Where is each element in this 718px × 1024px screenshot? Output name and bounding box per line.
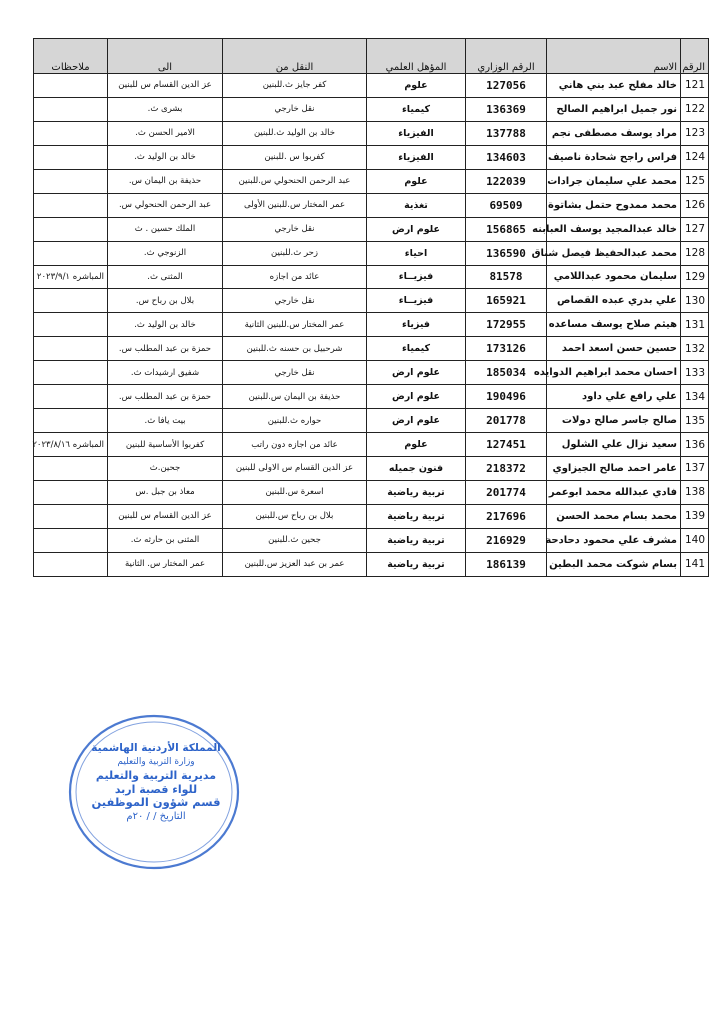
transfer-to-cell: الملك حسين . ث	[108, 217, 223, 241]
transfer-from-cell: عائد من اجازه	[223, 265, 367, 289]
employee-name-cell: مشرف علي محمود دحادحة	[547, 528, 681, 552]
notes-cell	[34, 193, 108, 217]
table-row	[34, 169, 709, 193]
header-num: الرقم	[681, 39, 709, 74]
table-row	[34, 265, 709, 289]
row-number-cell: 135	[681, 409, 709, 433]
row-number-cell: 138	[681, 480, 709, 504]
notes-cell	[34, 289, 108, 313]
transfer-from-cell: نقل خارجي	[223, 289, 367, 313]
header-notes: ملاحظات	[34, 39, 108, 74]
notes-cell	[34, 313, 108, 337]
employee-name-cell: محمد عبدالحفيظ فيصل شناق	[547, 241, 681, 265]
employee-name-cell: خالد عبدالمجيد يوسف العبابنه	[547, 217, 681, 241]
qualification-cell: تربية رياضية	[367, 528, 466, 552]
qualification-cell: كيمياء	[367, 97, 466, 121]
row-number-cell: 128	[681, 241, 709, 265]
ministry-number-cell: 173126	[466, 337, 547, 361]
notes-cell	[34, 241, 108, 265]
qualification-cell: علوم ارض	[367, 361, 466, 385]
row-number-cell: 131	[681, 313, 709, 337]
employee-name-cell: حسين حسن اسعد احمد	[547, 337, 681, 361]
row-number-cell: 127	[681, 217, 709, 241]
transfer-to-cell: جحين.ث	[108, 457, 223, 481]
table-row	[34, 552, 709, 576]
notes-cell	[34, 504, 108, 528]
qualification-cell: فيزيــاء	[367, 265, 466, 289]
row-number-cell: 140	[681, 528, 709, 552]
table-row	[34, 217, 709, 241]
table-row	[34, 433, 709, 457]
transfer-to-cell: معاذ بن جبل .س	[108, 480, 223, 504]
employee-name-cell: صالح جاسر صالح دولات	[547, 409, 681, 433]
row-number-cell: 137	[681, 457, 709, 481]
notes-cell	[34, 480, 108, 504]
transfer-to-cell: عبد الرحمن الحنحولي س.	[108, 193, 223, 217]
ministry-number-cell: 156865	[466, 217, 547, 241]
ministry-number-cell: 127056	[466, 74, 547, 98]
notes-cell: المباشره ٢٠٢٣/٨/١٦	[34, 433, 108, 457]
row-number-cell: 125	[681, 169, 709, 193]
table-row	[34, 145, 709, 169]
transfer-from-cell: حواره ث.للبنين	[223, 409, 367, 433]
table-row	[34, 480, 709, 504]
qualification-cell: الفيزياء	[367, 121, 466, 145]
transfer-from-cell: كفربوا س .للبنين	[223, 145, 367, 169]
notes-cell	[34, 409, 108, 433]
employee-name-cell: احسان محمد ابراهيم الدوايده	[547, 361, 681, 385]
table-row	[34, 385, 709, 409]
row-number-cell: 132	[681, 337, 709, 361]
transfer-from-cell: عز الدين القسام س الاولى للبنين	[223, 457, 367, 481]
qualification-cell: الفيزياء	[367, 145, 466, 169]
row-number-cell: 124	[681, 145, 709, 169]
employee-name-cell: عامر احمد صالح الجيزاوي	[547, 457, 681, 481]
row-number-cell: 121	[681, 74, 709, 98]
row-number-cell: 129	[681, 265, 709, 289]
stamp-line-date: التاريخ / / ٢٠م	[126, 810, 186, 822]
table-row	[34, 457, 709, 481]
employee-name-cell: علي بدري عبده القصاص	[547, 289, 681, 313]
row-number-cell: 130	[681, 289, 709, 313]
table-row	[34, 289, 709, 313]
table-row	[34, 409, 709, 433]
table-row	[34, 361, 709, 385]
table-row	[34, 337, 709, 361]
employee-name-cell: سليمان محمود عبداللامي	[547, 265, 681, 289]
ministry-number-cell: 122039	[466, 169, 547, 193]
table-row	[34, 313, 709, 337]
employee-name-cell: علي رافع علي داود	[547, 385, 681, 409]
qualification-cell: تربية رياضية	[367, 480, 466, 504]
transfer-from-cell: عمر المختار س.للبنين الثانية	[223, 313, 367, 337]
qualification-cell: تربية رياضية	[367, 552, 466, 576]
notes-cell	[34, 337, 108, 361]
transfer-from-cell: حذيفة بن اليمان س.للبنين	[223, 385, 367, 409]
transfer-from-cell: اسعرة س.للبنين	[223, 480, 367, 504]
qualification-cell: علوم	[367, 169, 466, 193]
notes-cell	[34, 385, 108, 409]
ministry-number-cell: 172955	[466, 313, 547, 337]
table-row	[34, 74, 709, 98]
transfer-from-cell: عائد من اجازه دون راتب	[223, 433, 367, 457]
employee-name-cell: هيثم صلاح يوسف مساعده	[547, 313, 681, 337]
ministry-number-cell: 69509	[466, 193, 547, 217]
transfer-to-cell: عز الدين القسام س للبنين	[108, 504, 223, 528]
row-number-cell: 139	[681, 504, 709, 528]
transfer-to-cell: عمر المختار س. الثانية	[108, 552, 223, 576]
transfer-to-cell: شفيق ارشيدات ث.	[108, 361, 223, 385]
transfer-from-cell: شرحبيل بن حسنه ث.للبنين	[223, 337, 367, 361]
ministry-number-cell: 127451	[466, 433, 547, 457]
transfer-from-cell: نقل خارجي	[223, 217, 367, 241]
transfer-to-cell: كفربوا الأساسية للبنين	[108, 433, 223, 457]
ministry-number-cell: 217696	[466, 504, 547, 528]
transfer-to-cell: بشرى ث.	[108, 97, 223, 121]
employee-name-cell: محمد بسام محمد الحسن	[547, 504, 681, 528]
ministry-number-cell: 136369	[466, 97, 547, 121]
row-number-cell: 133	[681, 361, 709, 385]
header-qualification: المؤهل العلمي	[367, 39, 466, 74]
transfer-to-cell: بلال بن رباح س.	[108, 289, 223, 313]
table-row	[34, 121, 709, 145]
qualification-cell: علوم ارض	[367, 217, 466, 241]
qualification-cell: احياء	[367, 241, 466, 265]
transfer-to-cell: حذيفة بن اليمان س.	[108, 169, 223, 193]
employee-name-cell: فراس راجح شحادة ناصيف	[547, 145, 681, 169]
employee-name-cell: بسام شوكت محمد البطين	[547, 552, 681, 576]
header-name: الاسم	[547, 39, 681, 74]
row-number-cell: 134	[681, 385, 709, 409]
employee-name-cell: سعيد نزال علي الشلول	[547, 433, 681, 457]
table-body	[34, 74, 709, 577]
transfer-to-cell: المثنى بن حارثه ث.	[108, 528, 223, 552]
notes-cell	[34, 97, 108, 121]
row-number-cell: 126	[681, 193, 709, 217]
row-number-cell: 136	[681, 433, 709, 457]
ministry-number-cell: 136590	[466, 241, 547, 265]
stamp-line-department: قسم شؤون الموظفين	[91, 795, 221, 809]
transfer-from-cell: كفر جايز ث.للبنين	[223, 74, 367, 98]
transfer-to-cell: حمزة بن عبد المطلب س.	[108, 385, 223, 409]
header-from: النقل من	[223, 39, 367, 74]
transfer-to-cell: المثنى ث.	[108, 265, 223, 289]
employee-name-cell: مراد يوسف مصطفى نجم	[547, 121, 681, 145]
qualification-cell: فيزيــاء	[367, 289, 466, 313]
ministry-number-cell: 137788	[466, 121, 547, 145]
transfer-from-cell: نقل خارجي	[223, 97, 367, 121]
ministry-number-cell: 81578	[466, 265, 547, 289]
employee-name-cell: فادي عبدالله محمد ابوعمر	[547, 480, 681, 504]
qualification-cell: كيمياء	[367, 337, 466, 361]
ministry-number-cell: 134603	[466, 145, 547, 169]
qualification-cell: فيزياء	[367, 313, 466, 337]
table-row	[34, 528, 709, 552]
transfer-to-cell: حمزة بن عبد المطلب س.	[108, 337, 223, 361]
ministry-number-cell: 165921	[466, 289, 547, 313]
transfer-from-cell: نقل خارجي	[223, 361, 367, 385]
table-header-row	[34, 39, 709, 74]
transfer-to-cell: الزنوجي ث.	[108, 241, 223, 265]
row-number-cell: 123	[681, 121, 709, 145]
qualification-cell: علوم ارض	[367, 409, 466, 433]
transfer-to-cell: الامير الحسن ث.	[108, 121, 223, 145]
stamp-line-kingdom: المملكة الأردنية الهاشمية	[91, 742, 221, 754]
transfer-from-cell: عبد الرحمن الحنحولي س.للبنين	[223, 169, 367, 193]
notes-cell	[34, 361, 108, 385]
transfer-from-cell: عمر بن عبد العزيز س.للبنين	[223, 552, 367, 576]
header-national-id: الرقم الوزاري	[466, 39, 547, 74]
transfer-from-cell: خالد بن الوليد ث.للبنين	[223, 121, 367, 145]
notes-cell	[34, 457, 108, 481]
ministry-number-cell: 216929	[466, 528, 547, 552]
qualification-cell: علوم	[367, 433, 466, 457]
ministry-number-cell: 190496	[466, 385, 547, 409]
notes-cell	[34, 74, 108, 98]
row-number-cell: 122	[681, 97, 709, 121]
ministry-number-cell: 186139	[466, 552, 547, 576]
ministry-number-cell: 201774	[466, 480, 547, 504]
transfer-to-cell: خالد بن الوليد ث.	[108, 145, 223, 169]
notes-cell	[34, 145, 108, 169]
qualification-cell: علوم ارض	[367, 385, 466, 409]
row-number-cell: 141	[681, 552, 709, 576]
qualification-cell: علوم	[367, 74, 466, 98]
notes-cell	[34, 217, 108, 241]
ministry-number-cell: 185034	[466, 361, 547, 385]
employee-name-cell: محمد ممدوح حتمل بشاتوة	[547, 193, 681, 217]
transfer-from-cell: عمر المختار س.للبنين الأولى	[223, 193, 367, 217]
notes-cell	[34, 169, 108, 193]
table-row	[34, 504, 709, 528]
transfer-from-cell: زحر ث.للبنين	[223, 241, 367, 265]
employee-name-cell: محمد علي سليمان جرادات	[547, 169, 681, 193]
table-row	[34, 97, 709, 121]
notes-cell: المباشره ٢٠٢٣/٩/١	[34, 265, 108, 289]
transfer-to-cell: بيت يافا ث.	[108, 409, 223, 433]
ministry-number-cell: 201778	[466, 409, 547, 433]
transfer-from-cell: بلال بن رباح س.للبنين	[223, 504, 367, 528]
stamp-text	[84, 742, 228, 823]
qualification-cell: تغذية	[367, 193, 466, 217]
ministry-number-cell: 218372	[466, 457, 547, 481]
transfer-from-cell: جحين ث.للبنين	[223, 528, 367, 552]
employee-name-cell: نور جميل ابراهيم الصالح	[547, 97, 681, 121]
notes-cell	[34, 528, 108, 552]
stamp-line-ministry: وزارة التربية والتعليم	[117, 756, 195, 767]
notes-cell	[34, 121, 108, 145]
qualification-cell: تربية رياضية	[367, 504, 466, 528]
notes-cell	[34, 552, 108, 576]
table-row	[34, 241, 709, 265]
table-row	[34, 193, 709, 217]
qualification-cell: فنون جميله	[367, 457, 466, 481]
stamp-line-directorate: مديرية التربية والتعليم	[95, 769, 217, 782]
stamp-line-district: للواء قصبة اربد	[114, 782, 198, 796]
header-to: الى	[108, 39, 223, 74]
employee-name-cell: خالد مفلح عبد بني هاني	[547, 74, 681, 98]
staff-transfer-table	[33, 38, 709, 577]
transfer-to-cell: عز الدين القسام س للبنين	[108, 74, 223, 98]
transfer-to-cell: خالد بن الوليد ث.	[108, 313, 223, 337]
